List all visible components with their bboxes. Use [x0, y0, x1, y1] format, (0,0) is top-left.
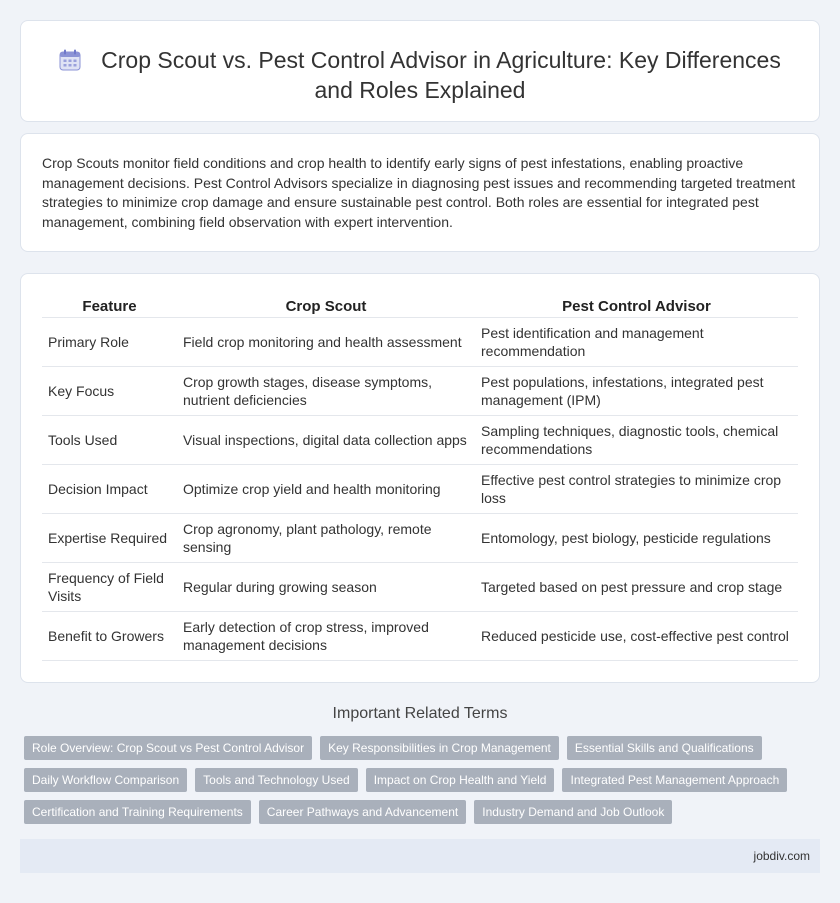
row-pest-control-advisor: Pest populations, infestations, integrated pest management (IPM) — [475, 367, 798, 416]
row-pest-control-advisor: Pest identification and management recommendation — [475, 318, 798, 367]
related-term-tag[interactable]: Certification and Training Requirements — [24, 800, 251, 824]
tag-row — [24, 736, 824, 760]
tag-row — [24, 768, 824, 792]
summary-text: Crop Scouts monitor field conditions and crop health to identify early signs of pest infestations, enabling proactive management decisions. Pest Control Advisors specialize in diagnosing pest issues and recommending targeted treatment strategies to minimize crop damage and ensure sustainable pest control. Both roles are essential for integrated pest management, combining field observation with expert intervention. — [42, 155, 796, 230]
row-crop-scout: Visual inspections, digital data collection apps — [177, 416, 475, 465]
related-terms-title: Important Related Terms — [332, 705, 508, 722]
header-pest-control-advisor: Pest Control Advisor — [475, 296, 798, 318]
page-title-wrap — [21, 45, 819, 105]
row-pest-control-advisor: Sampling techniques, diagnostic tools, chemical recommendations — [475, 416, 798, 465]
row-feature: Benefit to Growers — [42, 612, 177, 661]
related-terms-tags — [24, 736, 824, 832]
row-crop-scout: Early detection of crop stress, improved management decisions — [177, 612, 475, 661]
row-pest-control-advisor: Effective pest control strategies to minimize crop loss — [475, 465, 798, 514]
related-term-tag[interactable]: Industry Demand and Job Outlook — [474, 800, 672, 824]
related-term-tag[interactable]: Integrated Pest Management Approach — [562, 768, 787, 792]
row-pest-control-advisor: Reduced pesticide use, cost-effective pest control — [475, 612, 798, 661]
row-crop-scout: Field crop monitoring and health assessment — [177, 318, 475, 367]
row-feature: Key Focus — [42, 367, 177, 416]
page-title: Crop Scout vs. Pest Control Advisor in Agriculture: Key Differences and Roles Explained — [101, 47, 781, 103]
title-card — [20, 20, 820, 122]
related-term-tag[interactable]: Daily Workflow Comparison — [24, 768, 187, 792]
table-row — [42, 563, 798, 612]
table-row — [42, 465, 798, 514]
table-row — [42, 514, 798, 563]
footer-site-link[interactable]: jobdiv.com — [753, 849, 810, 863]
related-term-tag[interactable]: Impact on Crop Health and Yield — [366, 768, 555, 792]
row-feature: Expertise Required — [42, 514, 177, 563]
table-header-row — [42, 296, 798, 318]
tag-row — [24, 800, 824, 824]
row-crop-scout: Regular during growing season — [177, 563, 475, 612]
row-feature: Tools Used — [42, 416, 177, 465]
related-term-tag[interactable]: Role Overview: Crop Scout vs Pest Control Advisor — [24, 736, 312, 760]
table-row — [42, 318, 798, 367]
row-crop-scout: Crop growth stages, disease symptoms, nutrient deficiencies — [177, 367, 475, 416]
related-term-tag[interactable]: Career Pathways and Advancement — [259, 800, 466, 824]
header-feature: Feature — [42, 296, 177, 318]
related-term-tag[interactable]: Tools and Technology Used — [195, 768, 358, 792]
footer — [20, 839, 820, 873]
table-row — [42, 612, 798, 661]
comparison-table-card — [20, 273, 820, 683]
row-feature: Frequency of Field Visits — [42, 563, 177, 612]
comparison-table — [42, 296, 798, 661]
row-pest-control-advisor: Entomology, pest biology, pesticide regulations — [475, 514, 798, 563]
related-term-tag[interactable]: Essential Skills and Qualifications — [567, 736, 762, 760]
calendar-icon — [59, 49, 81, 71]
row-feature: Decision Impact — [42, 465, 177, 514]
row-feature: Primary Role — [42, 318, 177, 367]
header-crop-scout: Crop Scout — [177, 296, 475, 318]
related-term-tag[interactable]: Key Responsibilities in Crop Management — [320, 736, 559, 760]
table-row — [42, 367, 798, 416]
table-row — [42, 416, 798, 465]
row-pest-control-advisor: Targeted based on pest pressure and crop stage — [475, 563, 798, 612]
row-crop-scout: Optimize crop yield and health monitoring — [177, 465, 475, 514]
summary-card — [20, 133, 820, 252]
row-crop-scout: Crop agronomy, plant pathology, remote sensing — [177, 514, 475, 563]
